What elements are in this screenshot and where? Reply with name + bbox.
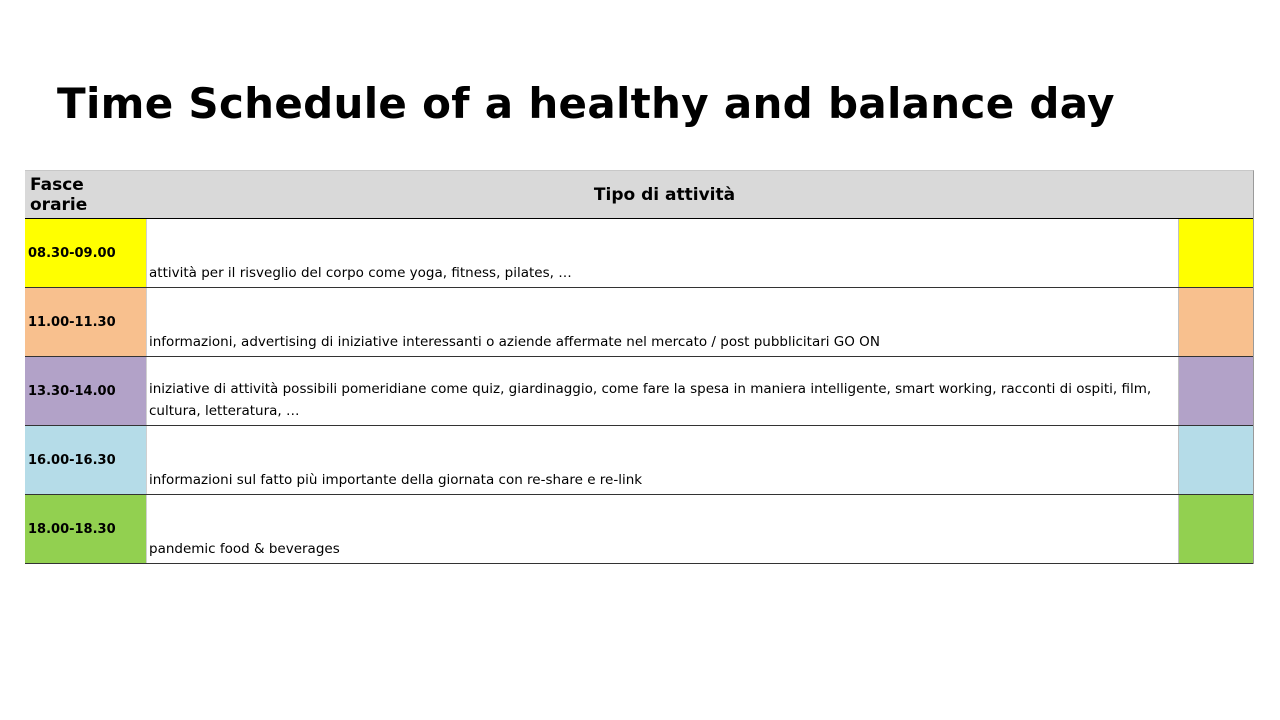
activity-cell: [146, 426, 1178, 494]
color-swatch-cell: [1178, 219, 1253, 287]
activity-text: attività per il risveglio del corpo come yoga, fitness, pilates, …: [149, 265, 572, 281]
color-swatch-cell: [1178, 495, 1253, 563]
activity-cell: [146, 219, 1178, 287]
color-swatch-cell: [1178, 288, 1253, 356]
activity-cell: [146, 288, 1178, 356]
table-row: [25, 219, 1253, 288]
color-swatch-cell: [1178, 426, 1253, 494]
time-slot-cell: 13.30-14.00: [25, 357, 146, 425]
table-header-row: [25, 171, 1253, 219]
activity-cell: [146, 357, 1178, 425]
color-swatch-cell: [1178, 357, 1253, 425]
header-activity-type: Tipo di attività: [593, 184, 736, 205]
slide-title: Time Schedule of a healthy and balance day: [57, 79, 1115, 128]
table-row: [25, 495, 1253, 564]
activity-text: informazioni, advertising di iniziative interessanti o aziende affermate nel mercato / post pubblicitari GO ON: [149, 334, 880, 350]
activity-cell: [146, 495, 1178, 563]
time-slot-cell: 08.30-09.00: [25, 219, 146, 287]
table-row: [25, 357, 1253, 426]
activity-text: pandemic food & beverages: [149, 541, 340, 557]
time-slot-cell: 18.00-18.30: [25, 495, 146, 563]
activity-text: informazioni sul fatto più importante della giornata con re-share e re-link: [149, 472, 643, 488]
table-row: [25, 288, 1253, 357]
schedule-table: [25, 170, 1254, 564]
time-slot-cell: 11.00-11.30: [25, 288, 146, 356]
table-row: [25, 426, 1253, 495]
header-time-slots: Fasce orarie: [30, 174, 88, 215]
activity-text: iniziative di attività possibili pomeridiane come quiz, giardinaggio, come fare la spesa in maniera intelligente, smart working, racconti di ospiti, film, cultura, letteratura, …: [149, 381, 1152, 419]
time-slot-cell: 16.00-16.30: [25, 426, 146, 494]
